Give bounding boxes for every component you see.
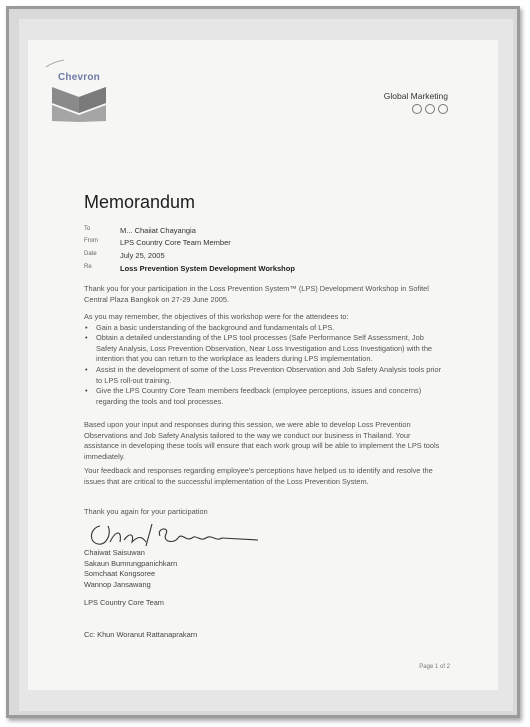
objective-item: • Give the LPS Country Core Team members feedback (employee perceptions, issues and concerns) regarding the tools and tool processes. — [84, 386, 446, 407]
objectives-block — [84, 312, 446, 407]
to-row — [84, 226, 196, 235]
signatory-name: Chaiwat Saisuwan — [84, 548, 145, 557]
closing-line: Thank you again for your participation — [84, 507, 208, 516]
cc-line: Cc: Khun Woranut Rattanaprakarn — [84, 630, 198, 639]
department-icons — [412, 104, 448, 114]
objective-item: • Gain a basic understanding of the background and fundamentals of LPS. — [84, 323, 446, 334]
subject-label: Re — [84, 264, 92, 270]
outcome-paragraph: Based upon your input and responses during this session, we were able to develop Loss Prevention Observations and Job Safety Analysis tailored to the way we conduct our business in Thailand. Your assistance in developing these tools will ensure that each work group will be able to implement the LPS tools immediately. — [84, 420, 440, 461]
to-value: M... Chaiiat Chayangia — [120, 226, 196, 235]
logo-wordmark: Chevron — [58, 72, 100, 83]
from-value: LPS Country Core Team Member — [120, 238, 231, 247]
circle-icon — [412, 104, 422, 114]
pen-mark-icon — [44, 58, 66, 70]
objectives-intro: As you may remember, the objectives of this workshop were for the attendees to: — [84, 312, 349, 321]
signatory-name: Somchaat Kongsoree — [84, 569, 156, 579]
signatory-name: Wannop Jansawang — [84, 579, 151, 589]
page-number: Page 1 of 2 — [419, 664, 450, 670]
date-value: July 25, 2005 — [120, 251, 165, 260]
department-name: Global Marketing — [383, 91, 448, 101]
circle-icon — [425, 104, 435, 114]
objective-item: • Obtain a detailed understanding of the LPS tool processes (Safe Performance Self Assessment, Job Safety Analysis, Loss Prevention Observation, Near Loss Investigation and Loss Investigation) with the intention that you can return to the workplace as leaders during LPS implementation. — [84, 333, 446, 365]
subject-row — [84, 264, 295, 273]
date-row — [84, 251, 165, 260]
from-row — [84, 238, 231, 247]
subject-value: Loss Prevention System Development Workshop — [120, 264, 295, 273]
to-label: To — [84, 226, 91, 232]
team-name: LPS Country Core Team — [84, 598, 164, 607]
memo-title: Memorandum — [84, 192, 196, 212]
objective-item: • Assist in the development of some of the Loss Prevention Observation and Job Safety Analysis tools prior to LPS roll-out training. — [84, 365, 446, 386]
chevron-logo — [48, 72, 110, 123]
circle-icon — [438, 104, 448, 114]
chevron-emblem-icon — [48, 85, 110, 123]
intro-paragraph: Thank you for your participation in the Loss Prevention System™ (LPS) Development Workshop in Sofitel Central Plaza Bangkok on 27-29 June 2005. — [84, 284, 429, 304]
from-label: From — [84, 238, 98, 244]
signatory-name: Sakaun Bumrungpanichkarn — [84, 558, 178, 568]
signatory-list — [84, 548, 177, 590]
date-label: Date — [84, 251, 97, 257]
feedback-paragraph: Your feedback and responses regarding employee's perceptions have helped us to identify and resolve the issues that are critical to the successful implementation of the Loss Prevention System. — [84, 466, 433, 486]
